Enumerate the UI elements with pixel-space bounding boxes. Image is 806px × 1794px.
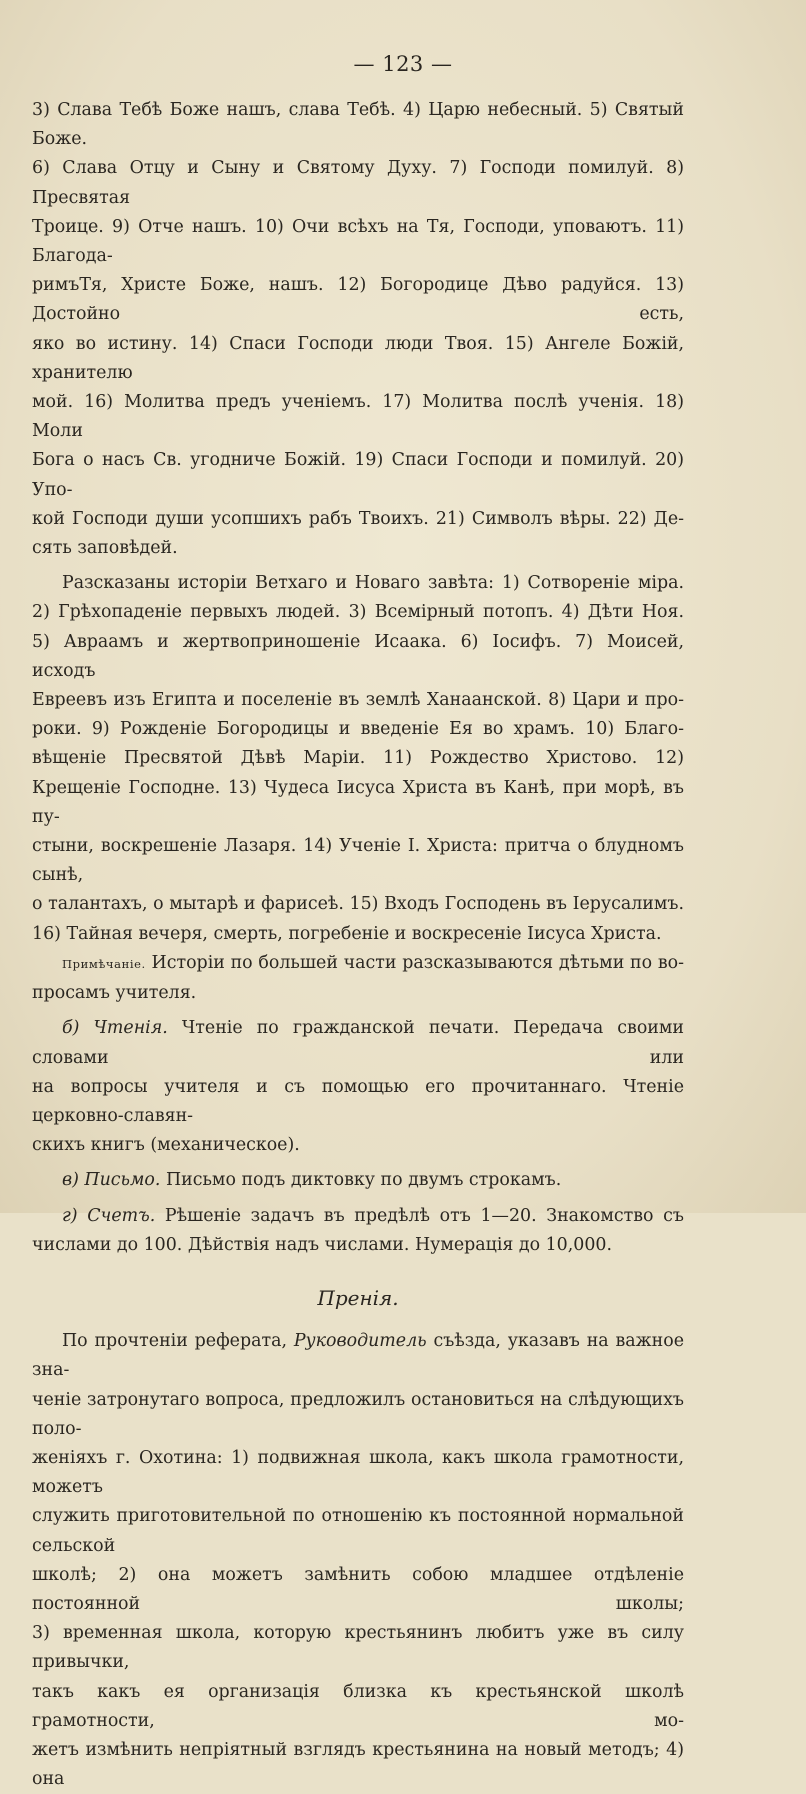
reading-label: б) Чтенія. [62,1018,168,1039]
text-line [32,1327,684,1385]
text-line: о талантахъ, о мытарѣ и фарисеѣ. 15) Входъ Господень въ Іерусалимъ. [32,894,684,915]
text-line: просамъ учителя. [32,983,197,1004]
text-line: мой. 16) Молитва предъ ученіемъ. 17) Молитва послѣ ученія. 18) Моли [32,392,684,442]
prayers-list-paragraph [32,96,684,563]
debate-rest: съѣзда, указавъ на важное зна- [32,1331,685,1381]
text-line: Разсказаны исторіи Ветхаго и Новаго завѣта: 1) Сотвореніе міра. [62,573,684,594]
bible-stories-paragraph [32,569,684,949]
note-text: Исторіи по большей части разсказываются дѣтьми по во- [145,952,684,973]
text-line: кой Господи души усопшихъ рабъ Твоихъ. 21) Символъ вѣры. 22) Де- [32,508,684,529]
reading-paragraph [32,1014,684,1160]
text-line: такъ какъ ея организація близка къ крестьянской школѣ грамотности, мо- [32,1681,684,1731]
arithmetic-label: г) Счетъ. [62,1205,156,1226]
text-line: яко во истину. 14) Спаси Господи люди Твоя. 15) Ангеле Божій, хранителю [32,333,684,383]
writing-paragraph [32,1166,684,1195]
text-line [32,1202,684,1231]
text-line: на вопросы учителя и съ помощью его прочитаннаго. Чтеніе церковно-славян- [32,1076,684,1126]
text-line: роки. 9) Рожденіе Богородицы и введеніе Ея во храмъ. 10) Благо- [32,719,684,740]
text-line: сять заповѣдей. [32,538,178,559]
text-line: 16) Тайная вечеря, смерть, погребеніе и воскресеніе Іисуса Христа. [32,923,662,944]
writing-label: в) Письмо. [62,1170,161,1191]
debate-paragraph [32,1327,684,1794]
debate-intro: По прочтеніи реферата, [62,1331,294,1352]
text-line: 6) Слава Отцу и Сыну и Святому Духу. 7) Господи помилуй. 8) Пресвятая [32,158,684,208]
writing-text: Письмо подъ диктовку по двумъ строкамъ. [160,1170,562,1191]
reading-text: Чтеніе по гражданской печати. Передача своими словами или [32,1018,685,1068]
text-line: Крещеніе Господне. 13) Чудеса Іисуса Христа въ Канѣ, при морѣ, въ пу- [32,777,684,827]
note-label: Примѣчаніе. [62,956,146,971]
text-line: ченіе затронутаго вопроса, предложилъ остановиться на слѣдующихъ поло- [32,1389,684,1439]
text-line: стыни, воскрешеніе Лазаря. 14) Ученіе І. Христа: притча о блудномъ сынѣ, [32,836,684,886]
text-line: 2) Грѣхопаденіе первыхъ людей. 3) Всемірный потопъ. 4) Дѣти Ноя. [32,602,684,623]
text-line: Евреевъ изъ Египта и поселеніе въ землѣ Ханаанской. 8) Цари и про- [32,690,684,711]
text-line [32,1014,684,1072]
text-line: школѣ; 2) она можетъ замѣнить собою младшее отдѣленіе постоянной школы; [32,1564,684,1614]
section-heading: Пренія. [317,1285,399,1310]
text-line: числами до 100. Дѣйствія надъ числами. Нумерація до 10,000. [32,1234,612,1255]
text-line [32,949,684,979]
text-line: Бога о насъ Св. угодниче Божій. 19) Спаси Господи и помилуй. 20) Упо- [32,450,684,500]
text-line: Троице. 9) Отче нашъ. 10) Очи всѣхъ на Тя, Господи, уповаютъ. 11) Благода- [32,216,684,267]
page-number: — 123 — [353,52,453,76]
text-line [32,1166,684,1195]
debate-emphasis: Руководитель [293,1331,427,1352]
text-line: служить приготовительной по отношенію къ постоянной нормальной сельской [32,1506,684,1556]
page-body [32,96,684,1794]
text-line: жетъ измѣнить непріятный взглядъ крестьянина на новый методъ; 4) она [32,1739,684,1790]
arithmetic-paragraph [32,1202,684,1260]
text-line: вѣщеніе Пресвятой Дѣвѣ Маріи. 11) Рождество Христово. 12) [32,748,684,769]
text-line: скихъ книгъ (механическое). [32,1135,300,1156]
text-line: 3) Слава Тебѣ Боже нашъ, слава Тебѣ. 4) Царю небесный. 5) Святый Боже. [32,100,684,150]
arithmetic-text: Рѣшеніе задачъ въ предѣлѣ отъ 1—20. Знакомство съ [155,1205,684,1226]
text-line: римъТя, Христе Боже, нашъ. 12) Богородице Дѣво радуйся. 13) Достойно есть, [32,275,684,325]
text-line: женіяхъ г. Охотина: 1) подвижная школа, какъ школа грамотности, можетъ [32,1447,684,1498]
text-line: 5) Авраамъ и жертвоприношеніе Исаака. 6) Іосифъ. 7) Моисей, исходъ [32,631,684,681]
text-line: 3) временная школа, которую крестьянинъ любитъ уже въ силу привычки, [32,1623,684,1673]
note-paragraph [32,949,684,1008]
